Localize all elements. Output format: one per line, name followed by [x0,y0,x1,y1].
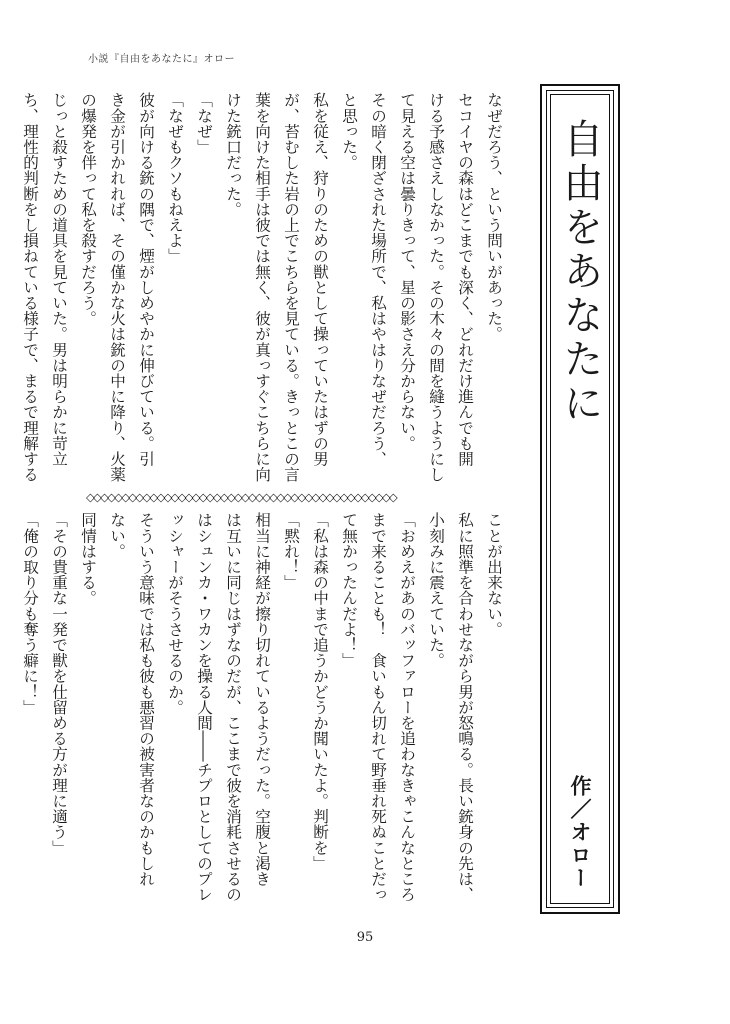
text-line: て無かったんだよ！」 [340,512,358,668]
text-line: 「俺の取り分も奪う癖に！」 [21,512,39,715]
text-line: き金が引かれれば、その僅かな火は銃の中に降り、火薬 [108,92,126,482]
text-line: ない。 [108,512,126,559]
text-line: けた銃口だった。 [224,92,242,217]
text-line: 私に照準を合わせながら男が怒鳴る。長い銃身の先は、 [456,512,474,902]
text-line: 「黙れ！」 [282,512,300,590]
text-line: まで来ることも！ 食いもん切れて野垂れ死ぬことだっ [369,512,387,902]
text-line: が、苔むした岩の上でこちらを見ている。きっとこの言 [282,92,300,482]
text-column-upper [21,92,508,482]
story-title: 自由をあなたに [557,118,603,426]
text-line: 「なぜもクソもねえよ」 [166,92,184,264]
text-line: 同情はする。 [79,512,97,606]
text-line: はシュンカ・ワカンを操る人間――チプロとしてのプレ [195,512,213,902]
text-line: の爆発を伴って私を殺すだろう。 [79,92,97,326]
text-line: ち、理性的判断をし損ねている様子で、まるで理解する [21,92,39,482]
text-line: じっと殺すための道具を見ていた。男は明らかに苛立 [50,92,68,467]
text-line: と思った。 [340,92,358,170]
text-line: 「その貴重な一発で獣を仕留める方が理に適う」 [50,512,68,856]
text-line: て見える空は曇りきって、星の影さえ分からない。 [398,92,416,451]
text-column-lower [21,512,508,922]
text-line: その暗く閉ざされた場所で、私はやはりなぜだろう、 [369,92,387,467]
text-line: 私を従え、狩りのための獣として操っていたはずの男 [311,92,329,467]
running-header: 小説『自由をあなたに』オロー [88,54,235,65]
text-line: 彼が向ける銃の隅で、煙がしめやかに伸びている。引 [137,92,155,467]
page-number: 95 [356,930,374,945]
text-line: そういう意味では私も彼も悪習の被害者なのかもしれ [137,512,155,887]
text-line: 「なぜ」 [195,92,213,155]
text-line: ことが出来ない。 [485,512,503,637]
diamond-separator: ◇◇◇◇◇◇◇◇◇◇◇◇◇◇◇◇◇◇◇◇◇◇◇◇◇◇◇◇◇◇◇◇◇◇◇◇◇◇◇◇◇◇◇◇ [86,490,396,504]
text-line: 葉を向けた相手は彼では無く、彼が真っすぐこちらに向 [253,92,271,482]
text-line: 小刻みに震えていた。 [427,512,445,668]
text-line: 相当に神経が擦り切れているようだった。空腹と渇き [253,512,271,887]
text-line: なぜだろう、という問いがあった。 [485,92,503,342]
text-line: セコイヤの森はどこまでも深く、どれだけ進んでも開 [456,92,474,467]
author-credit: 作／オロー [568,775,592,890]
text-line: 「私は森の中まで追うかどうか聞いたよ。判断を」 [311,512,329,871]
text-line: ける予感さえしなかった。その木々の間を縫うようにし [427,92,445,482]
text-line: は互いに同じはずなのだが、ここまで彼を消耗させるの [224,512,242,902]
text-line: ッシャーがそうさせるのか。 [166,512,184,715]
text-line: 「おめえがあのバッファローを追わなきゃこんなところ [398,512,416,902]
